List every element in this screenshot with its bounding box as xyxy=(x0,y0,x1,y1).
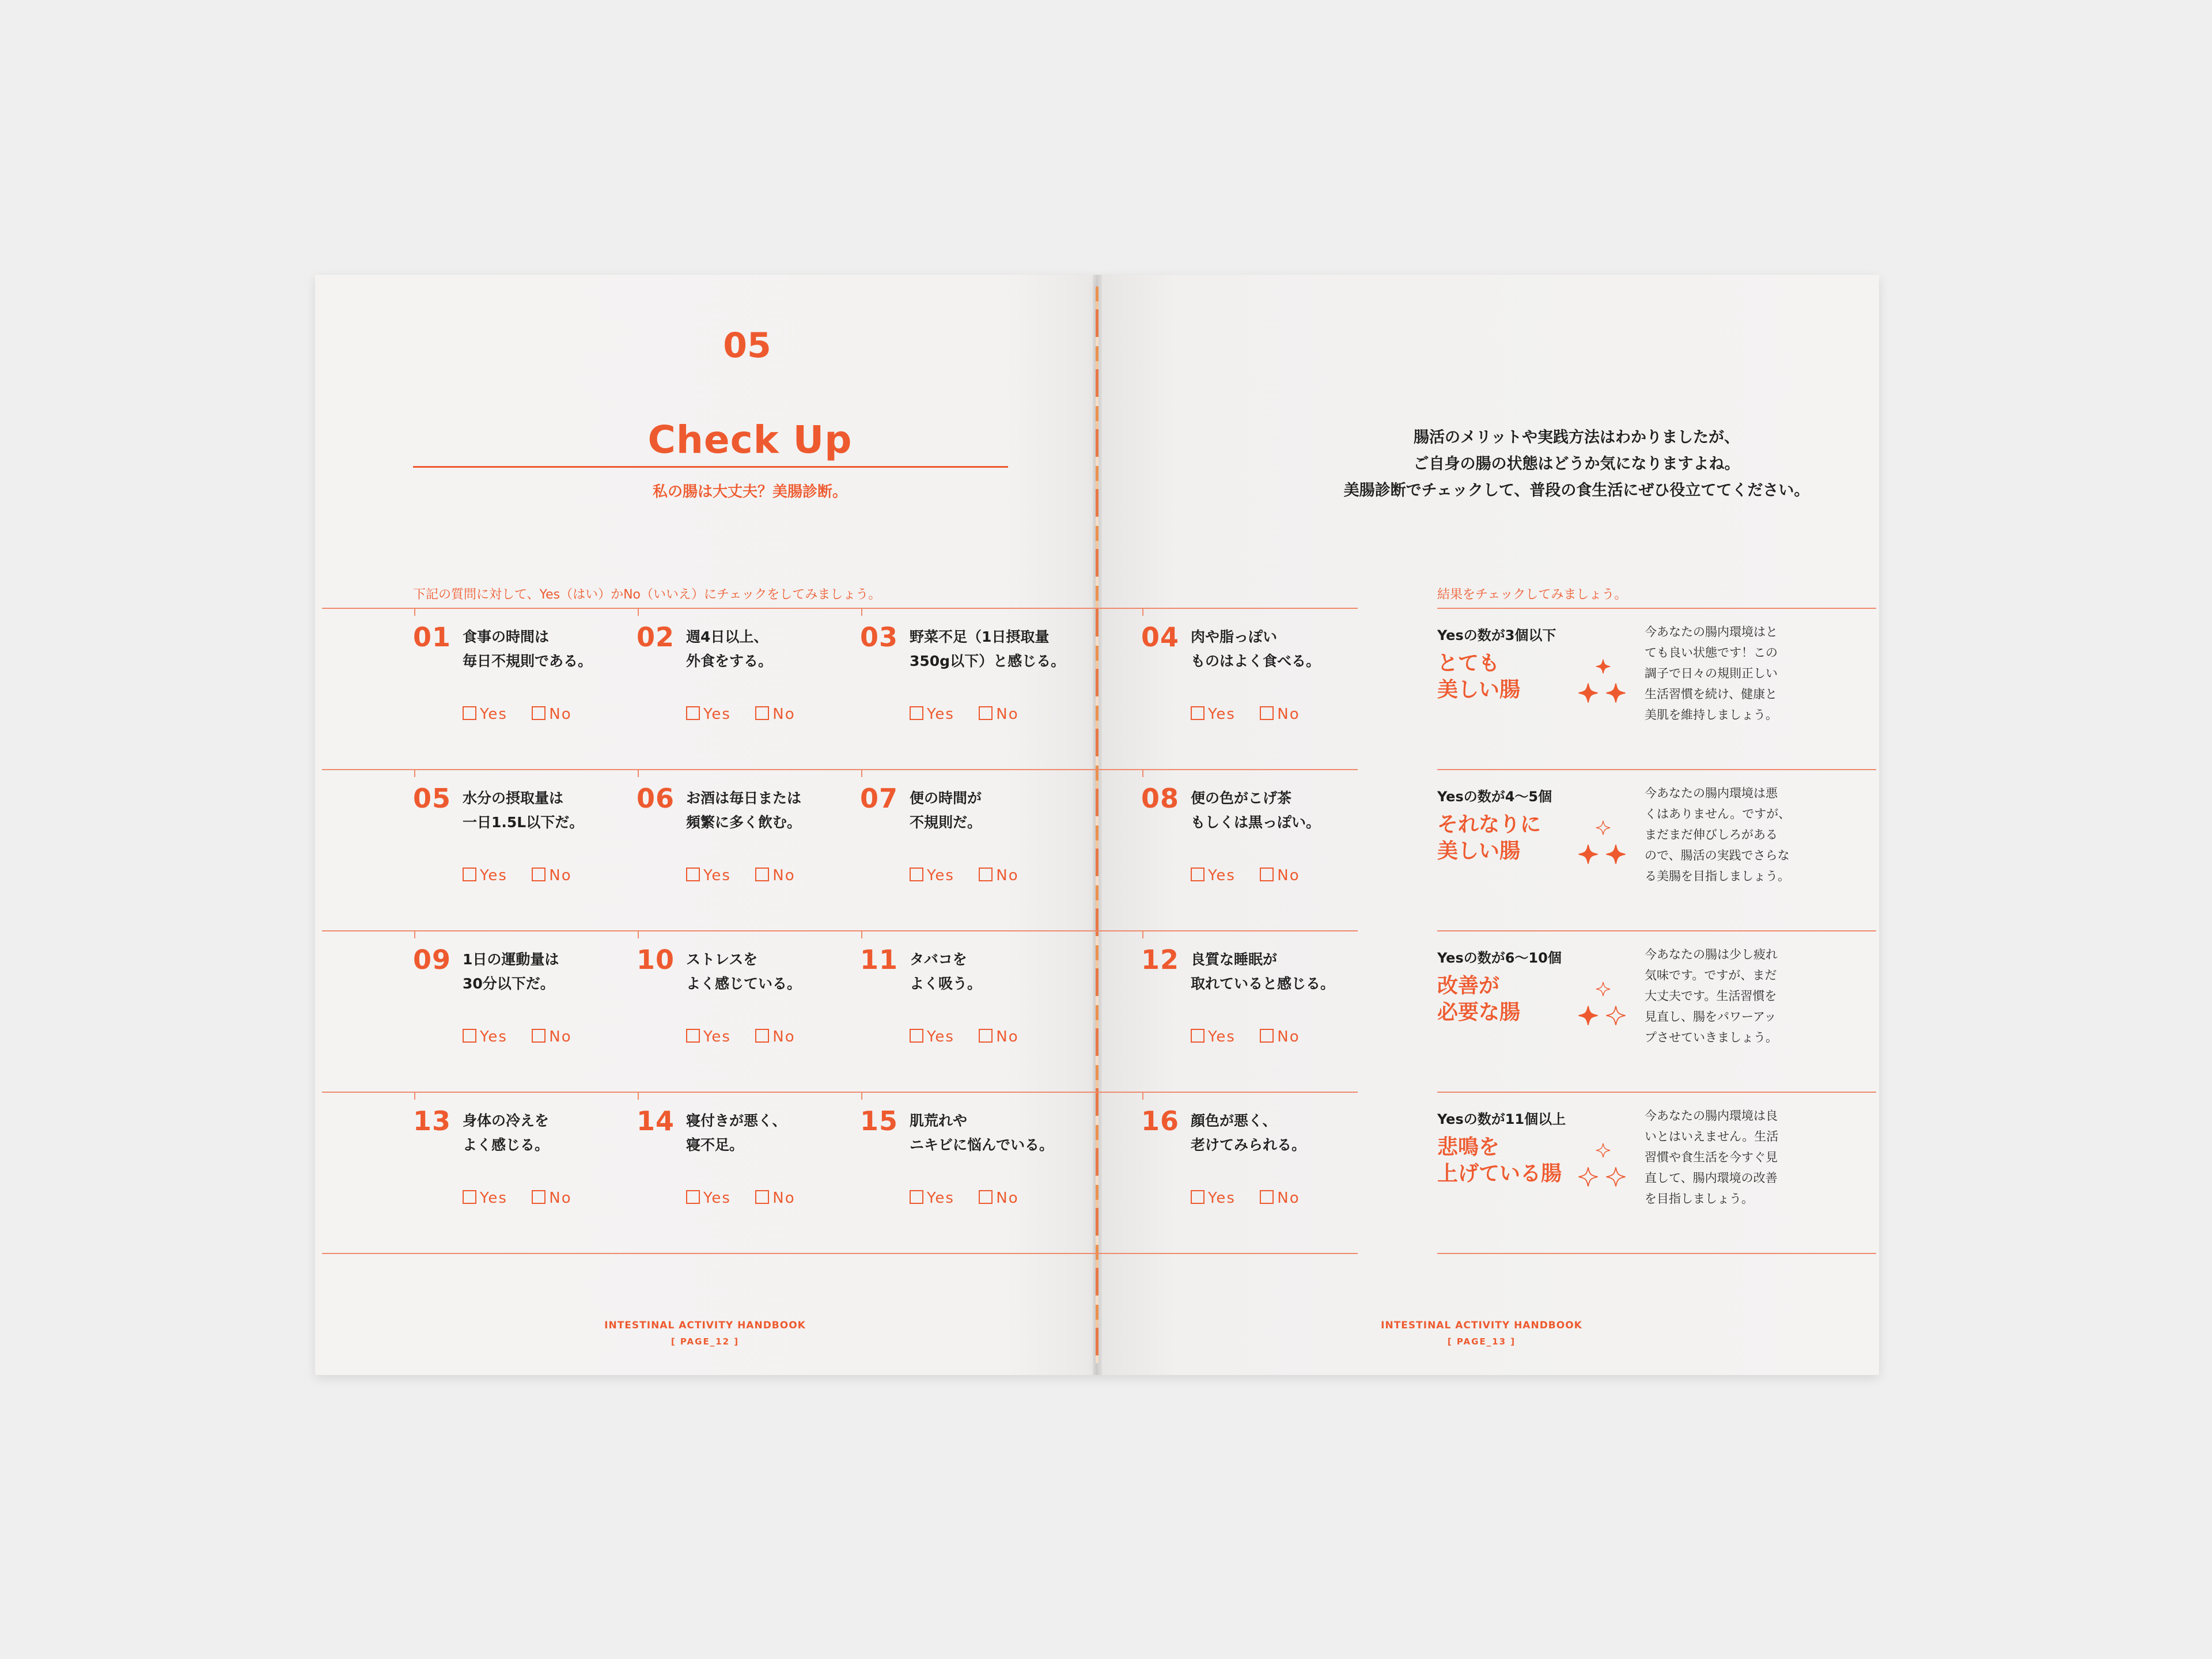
yes-checkbox[interactable] xyxy=(910,1190,923,1204)
question-text: タバコを よく吸う。 xyxy=(910,951,982,992)
no-label: No xyxy=(772,1028,796,1046)
answer-options xyxy=(686,706,815,723)
grid-tick xyxy=(861,770,862,777)
yes-label: Yes xyxy=(480,1028,507,1046)
yes-option[interactable] xyxy=(910,867,955,884)
grid-tick xyxy=(1142,770,1143,777)
question-number: 14 xyxy=(637,1105,675,1137)
no-checkbox[interactable] xyxy=(979,868,993,881)
grid-tick xyxy=(1142,931,1143,938)
no-label: No xyxy=(549,706,572,723)
sparkle-icon xyxy=(1575,976,1627,1034)
page-subtitle: 私の腸は大丈夫？美腸診断。 xyxy=(652,483,847,501)
question-text: 寝付きが悪く、 寝不足。 xyxy=(686,1112,787,1153)
no-checkbox[interactable] xyxy=(755,868,769,881)
no-label: No xyxy=(549,1190,572,1207)
sparkle-icon xyxy=(1575,1138,1627,1195)
result-description: 今あなたの腸内環境はと ても良い状態です！この 調子で日々の規則正しい 生活習慣を続け、健康と 美肌を維持しましょう。 xyxy=(1645,625,1778,722)
yes-label: Yes xyxy=(703,1028,731,1046)
no-checkbox[interactable] xyxy=(532,706,546,720)
question-number: 09 xyxy=(413,944,452,975)
no-checkbox[interactable] xyxy=(1260,706,1274,720)
question-number: 08 xyxy=(1141,783,1180,814)
yes-checkbox[interactable] xyxy=(686,868,700,881)
yes-option[interactable] xyxy=(1191,1028,1236,1046)
question-item xyxy=(1141,622,1360,760)
intro-text: 腸活のメリットや実践方法はわかりましたが、 ご自身の腸の状態はどうか気になりますよね。 美腸診断でチェックして、普段の食生活にぜひ役立ててください。 xyxy=(1343,429,1810,499)
yes-checkbox[interactable] xyxy=(910,1029,923,1043)
no-label: No xyxy=(996,867,1019,884)
no-checkbox[interactable] xyxy=(1260,1190,1274,1204)
no-label: No xyxy=(996,706,1019,723)
result-instruction: 結果をチェックしてみましょう。 xyxy=(1437,588,1627,602)
question-text: 便の時間が 不規則だ。 xyxy=(910,790,982,831)
question-number: 01 xyxy=(413,622,452,653)
grid-tick xyxy=(1142,1093,1143,1100)
yes-checkbox[interactable] xyxy=(463,868,476,881)
yes-option[interactable] xyxy=(686,1028,731,1046)
row-divider xyxy=(322,1253,1358,1254)
grid-tick xyxy=(638,609,639,616)
result-condition: Yesの数が3個以下 xyxy=(1437,627,1556,643)
answer-options xyxy=(463,706,592,723)
no-label: No xyxy=(549,1028,572,1046)
title-underline xyxy=(413,466,1008,468)
yes-label: Yes xyxy=(927,867,955,884)
result-item xyxy=(1437,944,1863,1094)
no-option[interactable] xyxy=(755,1190,795,1207)
answer-options xyxy=(463,1028,592,1046)
no-checkbox[interactable] xyxy=(755,706,769,720)
yes-option[interactable] xyxy=(463,706,507,723)
footer-page-number: [ PAGE_12 ] xyxy=(671,1336,740,1347)
question-text: 良質な睡眠が 取れていると感じる。 xyxy=(1191,951,1335,992)
result-description: 今あなたの腸内環境は悪 くはありません。ですが、 まだまだ伸びしろがある ので、腸活の実践でさらな る美腸を目指しましょう。 xyxy=(1645,786,1791,883)
no-option[interactable] xyxy=(979,867,1018,884)
yes-checkbox[interactable] xyxy=(686,1029,700,1043)
no-checkbox[interactable] xyxy=(755,1190,769,1204)
row-divider xyxy=(322,608,1358,609)
yes-label: Yes xyxy=(480,867,507,884)
sparkle-icon xyxy=(1579,845,1598,864)
yes-checkbox[interactable] xyxy=(1191,706,1205,720)
question-number: 13 xyxy=(413,1105,452,1137)
footer-left xyxy=(584,1317,826,1350)
question-text: 肌荒れや ニキビに悩んでいる。 xyxy=(910,1112,1054,1153)
grid-tick xyxy=(638,770,639,777)
result-description: 今あなたの腸内環境は良 いとはいえません。生活 習慣や食生活を今すぐ見 直して、腸内環境の改善 を目指しましょう。 xyxy=(1645,1109,1779,1206)
question-text: 身体の冷えを よく感じる。 xyxy=(463,1112,550,1153)
yes-checkbox[interactable] xyxy=(463,1029,476,1043)
question-text: 週4日以上、 外食をする。 xyxy=(686,628,773,669)
footer-title: INTESTINAL ACTIVITY HANDBOOK xyxy=(604,1320,806,1331)
question-text: 1日の運動量は 30分以下だ。 xyxy=(463,951,559,992)
grid-tick xyxy=(414,609,415,616)
question-number: 04 xyxy=(1141,622,1180,653)
grid-tick xyxy=(1142,609,1143,616)
yes-option[interactable] xyxy=(910,1028,955,1046)
grid-tick xyxy=(414,1093,415,1100)
question-item xyxy=(413,622,632,760)
question-item xyxy=(637,1105,855,1244)
sparkle-icon xyxy=(1607,1006,1626,1025)
yes-option[interactable] xyxy=(1191,1190,1236,1207)
result-condition: Yesの数が6〜10個 xyxy=(1437,950,1562,966)
yes-label: Yes xyxy=(1208,867,1236,884)
result-item xyxy=(1437,622,1863,771)
question-number: 10 xyxy=(637,944,675,975)
yes-label: Yes xyxy=(480,706,507,723)
question-item xyxy=(637,783,855,921)
question-text: 水分の摂取量は 一日1.5L以下だ。 xyxy=(463,790,584,831)
yes-checkbox[interactable] xyxy=(1191,868,1205,881)
result-title: 悲鳴を 上げている腸 xyxy=(1437,1135,1562,1185)
sparkle-icon xyxy=(1607,845,1626,864)
no-label: No xyxy=(549,867,572,884)
no-checkbox[interactable] xyxy=(1260,1029,1274,1043)
no-label: No xyxy=(772,1190,796,1207)
no-option[interactable] xyxy=(755,867,795,884)
answer-options xyxy=(910,706,1039,723)
grid-tick xyxy=(861,609,862,616)
no-option[interactable] xyxy=(1260,1190,1300,1207)
yes-checkbox[interactable] xyxy=(1191,1190,1205,1204)
answer-options xyxy=(463,867,592,884)
no-label: No xyxy=(772,706,796,723)
no-option[interactable] xyxy=(755,1028,795,1046)
question-item xyxy=(413,1105,632,1244)
yes-label: Yes xyxy=(1208,706,1236,723)
question-item xyxy=(860,783,1079,921)
yes-label: Yes xyxy=(927,1028,955,1046)
yes-option[interactable] xyxy=(686,1190,731,1207)
no-option[interactable] xyxy=(1260,706,1300,723)
footer-title: INTESTINAL ACTIVITY HANDBOOK xyxy=(1381,1320,1582,1331)
no-checkbox[interactable] xyxy=(532,1190,546,1204)
no-option[interactable] xyxy=(1260,867,1300,884)
question-number: 06 xyxy=(637,783,675,814)
yes-checkbox[interactable] xyxy=(463,1190,476,1204)
chapter-number: 05 xyxy=(723,325,771,366)
no-label: No xyxy=(1277,1190,1300,1207)
result-divider xyxy=(1437,608,1876,609)
question-number: 03 xyxy=(860,622,899,653)
sparkle-icon xyxy=(1579,684,1598,703)
no-option[interactable] xyxy=(755,706,795,723)
no-option[interactable] xyxy=(979,1190,1018,1207)
no-option[interactable] xyxy=(979,1028,1018,1046)
yes-option[interactable] xyxy=(463,1190,507,1207)
grid-tick xyxy=(861,1093,862,1100)
question-number: 15 xyxy=(860,1105,899,1137)
question-item xyxy=(637,622,855,760)
question-item xyxy=(1141,783,1360,921)
answer-options xyxy=(910,1028,1039,1046)
binding-thread xyxy=(1096,286,1099,1363)
question-text: お酒は毎日または 頻繁に多く飲む。 xyxy=(686,790,802,831)
no-option[interactable] xyxy=(979,706,1018,723)
no-checkbox[interactable] xyxy=(532,1029,546,1043)
question-item xyxy=(637,944,855,1082)
question-number: 07 xyxy=(860,783,899,814)
grid-tick xyxy=(414,931,415,938)
answer-options xyxy=(463,1190,592,1207)
answer-options xyxy=(910,1190,1039,1207)
yes-label: Yes xyxy=(927,706,955,723)
answer-options xyxy=(1191,867,1320,884)
yes-option[interactable] xyxy=(686,867,731,884)
yes-label: Yes xyxy=(1208,1190,1236,1207)
question-number: 05 xyxy=(413,783,452,814)
question-number: 02 xyxy=(637,622,675,653)
yes-label: Yes xyxy=(1208,1028,1236,1046)
result-item xyxy=(1437,1105,1863,1255)
question-number: 16 xyxy=(1141,1105,1180,1137)
no-checkbox[interactable] xyxy=(1260,868,1274,881)
grid-tick xyxy=(861,931,862,938)
yes-checkbox[interactable] xyxy=(910,706,923,720)
no-option[interactable] xyxy=(1260,1028,1300,1046)
yes-label: Yes xyxy=(927,1190,955,1207)
yes-option[interactable] xyxy=(910,1190,955,1207)
yes-option[interactable] xyxy=(1191,706,1236,723)
question-item xyxy=(1141,1105,1360,1244)
question-item xyxy=(860,944,1079,1082)
row-divider xyxy=(322,1092,1358,1093)
question-number: 12 xyxy=(1141,944,1180,975)
question-instruction: 下記の質問に対して、Yes（はい）かNo（いいえ）にチェックをしてみましょう。 xyxy=(413,588,881,602)
page-title: Check Up xyxy=(647,418,853,462)
yes-label: Yes xyxy=(703,706,731,723)
result-title: 改善が 必要な腸 xyxy=(1437,974,1521,1024)
no-checkbox[interactable] xyxy=(979,1029,993,1043)
no-label: No xyxy=(1277,1028,1300,1046)
yes-label: Yes xyxy=(703,867,731,884)
question-item xyxy=(413,944,632,1082)
grid-tick xyxy=(638,1093,639,1100)
no-option[interactable] xyxy=(532,1190,571,1207)
no-label: No xyxy=(996,1028,1019,1046)
question-item xyxy=(1141,944,1360,1082)
no-checkbox[interactable] xyxy=(979,1190,993,1204)
sparkle-icon xyxy=(1607,684,1626,703)
no-option[interactable] xyxy=(532,867,571,884)
yes-checkbox[interactable] xyxy=(463,706,476,720)
row-divider xyxy=(322,769,1358,770)
question-item xyxy=(860,1105,1079,1244)
answer-options xyxy=(1191,1190,1320,1207)
question-text: 食事の時間は 毎日不規則である。 xyxy=(463,628,593,669)
no-label: No xyxy=(772,867,796,884)
yes-option[interactable] xyxy=(910,706,955,723)
row-divider xyxy=(322,930,1358,931)
question-text: 肉や脂っぽい ものはよく食べる。 xyxy=(1191,628,1321,669)
sparkle-icon xyxy=(1596,660,1610,673)
sparkle-icon xyxy=(1596,1143,1610,1157)
grid-tick xyxy=(414,770,415,777)
no-checkbox[interactable] xyxy=(755,1029,769,1043)
footer-right xyxy=(1361,1317,1603,1350)
sparkle-icon xyxy=(1575,815,1627,873)
sparkle-icon xyxy=(1607,1168,1626,1187)
no-label: No xyxy=(996,1190,1019,1207)
result-description: 今あなたの腸は少し疲れ 気味です。ですが、まだ 大丈夫です。生活習慣を 見直し、腸をパワーアッ プさせていきましょう。 xyxy=(1645,948,1778,1044)
sparkle-icon xyxy=(1596,821,1610,835)
yes-option[interactable] xyxy=(1191,867,1236,884)
yes-option[interactable] xyxy=(463,867,507,884)
yes-checkbox[interactable] xyxy=(1191,1029,1205,1043)
booklet-spread xyxy=(315,275,1879,1375)
sparkle-icon xyxy=(1579,1168,1598,1187)
answer-options xyxy=(686,1028,815,1046)
yes-checkbox[interactable] xyxy=(910,868,923,881)
yes-label: Yes xyxy=(480,1190,507,1207)
answer-options xyxy=(910,867,1039,884)
question-text: ストレスを よく感じている。 xyxy=(686,951,802,992)
answer-options xyxy=(1191,1028,1320,1046)
answer-options xyxy=(1191,706,1320,723)
grid-tick xyxy=(638,931,639,938)
no-checkbox[interactable] xyxy=(532,868,546,881)
no-option[interactable] xyxy=(532,706,571,723)
no-option[interactable] xyxy=(532,1028,571,1046)
no-checkbox[interactable] xyxy=(979,706,993,720)
yes-checkbox[interactable] xyxy=(686,1190,700,1204)
no-label: No xyxy=(1277,706,1300,723)
yes-checkbox[interactable] xyxy=(686,706,700,720)
yes-option[interactable] xyxy=(463,1028,507,1046)
result-item xyxy=(1437,783,1863,933)
result-condition: Yesの数が11個以上 xyxy=(1437,1111,1566,1127)
question-item xyxy=(860,622,1079,760)
result-title: それなりに 美しい腸 xyxy=(1437,813,1541,863)
answer-options xyxy=(686,867,815,884)
question-text: 便の色がこげ茶 もしくは黒っぽい。 xyxy=(1191,790,1321,831)
answer-options xyxy=(686,1190,815,1207)
no-label: No xyxy=(1277,867,1300,884)
question-item xyxy=(413,783,632,921)
sparkle-icon xyxy=(1579,1006,1598,1025)
sparkle-icon xyxy=(1575,654,1627,711)
question-number: 11 xyxy=(860,944,899,975)
question-text: 顔色が悪く、 老けてみられる。 xyxy=(1191,1112,1306,1153)
sparkle-icon xyxy=(1596,982,1610,996)
result-condition: Yesの数が4〜5個 xyxy=(1437,789,1552,805)
result-title: とても 美しい腸 xyxy=(1437,652,1521,702)
yes-label: Yes xyxy=(703,1190,731,1207)
question-text: 野菜不足（1日摂取量 350g以下）と感じる。 xyxy=(910,628,1066,669)
footer-page-number: [ PAGE_13 ] xyxy=(1447,1336,1516,1347)
yes-option[interactable] xyxy=(686,706,731,723)
